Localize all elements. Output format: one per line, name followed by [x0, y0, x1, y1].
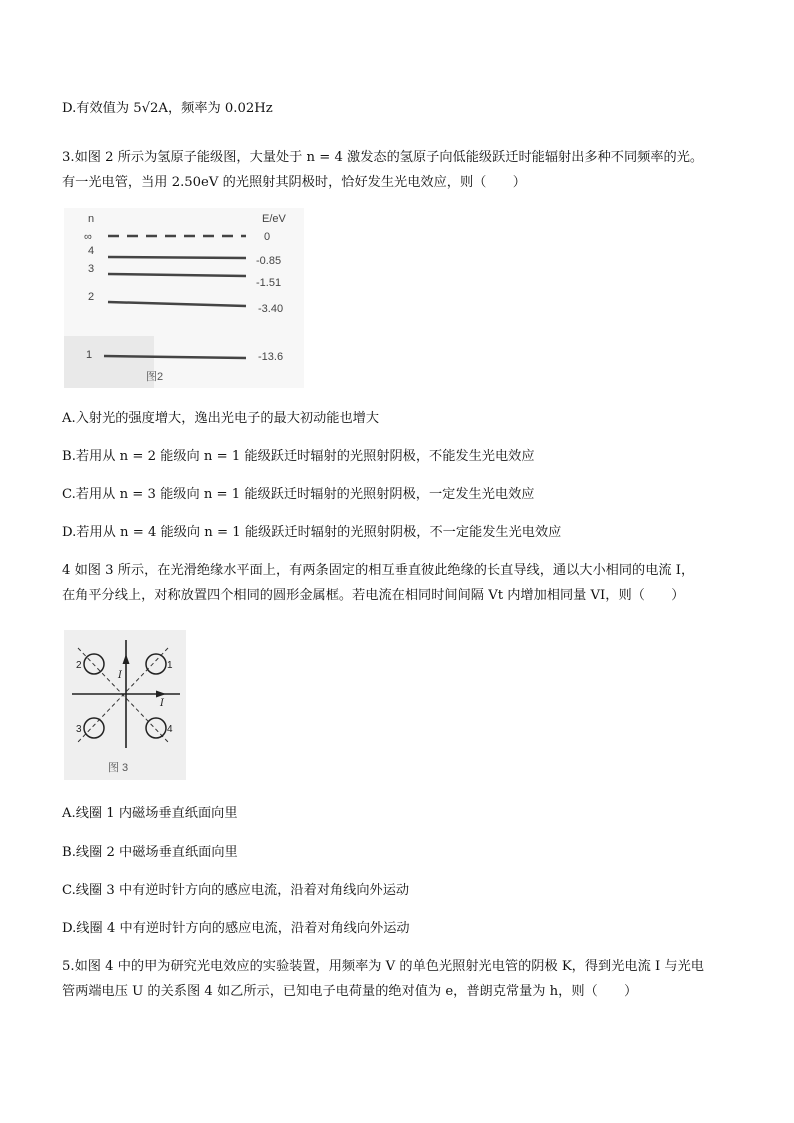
q3-option-c: C.若用从 n = 3 能级向 n = 1 能级跃迁时辐射的光照射阴极，一定发生光电效应: [62, 487, 535, 502]
q3-stem-line2: 有一光电管，当用 2.50eV 的光照射其阴极时，恰好发生光电效应，则（ ）: [62, 175, 526, 190]
level-n-infinity: ∞: [84, 231, 92, 243]
level-n-2: 2: [88, 291, 95, 303]
q4-option-a: A.线圈 1 内磁场垂直纸面向里: [62, 806, 238, 821]
q3-stem-line1: 3.如图 2 所示为氢原子能级图，大量处于 n = 4 激发态的氢原子向低能级跃迁时能辐射出多种不同频率的光。: [62, 150, 704, 165]
q5-stem-line1: 5.如图 4 中的甲为研究光电效应的实验装置，用频率为 V 的单色光照射光电管的阴极 K，得到光电流 I 与光电: [62, 959, 704, 974]
coil-1-label: 1: [167, 660, 173, 671]
level-n-1: 1: [86, 349, 93, 361]
figure-3-caption: 图 3: [108, 762, 129, 774]
coil-2-label: 2: [76, 660, 82, 671]
q4-option-c: C.线圈 3 中有逆时针方向的感应电流，沿着对角线向外运动: [62, 883, 410, 898]
level-line-4: [108, 257, 246, 258]
energy-level-diagram: [64, 208, 304, 388]
vertical-current-label: I: [118, 670, 122, 681]
q3-option-b: B.若用从 n = 2 能级向 n = 1 能级跃迁时辐射的光照射阴极，不能发生光电效应: [62, 449, 535, 464]
coil-4-label: 4: [167, 724, 173, 735]
q3-option-d: D.若用从 n = 4 能级向 n = 1 能级跃迁时辐射的光照射阴极，不一定能发生光电效应: [62, 525, 562, 540]
level-energy-3: -1.51: [256, 277, 282, 289]
coil-3-label: 3: [76, 724, 82, 735]
level-energy-infinity: 0: [264, 231, 271, 243]
horizontal-current-label: I: [160, 698, 164, 709]
level-energy-1: -13.6: [258, 351, 284, 363]
q4-option-b: B.线圈 2 中磁场垂直纸面向里: [62, 845, 238, 860]
q2-option-d: D.有效值为 5√2A，频率为 0.02Hz: [62, 101, 273, 116]
figure-2-caption: 图2: [146, 371, 164, 383]
wires-coils-diagram: [64, 630, 186, 780]
level-n-4: 4: [88, 245, 95, 257]
energy-axis-header: E/eV: [262, 213, 286, 225]
q3-option-a: A.入射光的强度增大，逸出光电子的最大初动能也增大: [62, 411, 380, 426]
q4-stem-line2: 在角平分线上，对称放置四个相同的圆形金属框。若电流在相同时间间隔 Vt 内增加相同量 VI，则（ ）: [62, 588, 685, 603]
q4-stem-line1: 4 如图 3 所示，在光滑绝缘水平面上，有两条固定的相互垂直彼此绝缘的长直导线，通以大小相同的电流 I，: [62, 563, 695, 578]
n-axis-header: n: [88, 213, 95, 225]
q5-stem-line2: 管两端电压 U 的关系图 4 如乙所示，已知电子电荷量的绝对值为 e，普朗克常量为 h，则（ ）: [62, 984, 638, 999]
level-energy-2: -3.40: [258, 303, 284, 315]
level-n-3: 3: [88, 263, 95, 275]
level-energy-4: -0.85: [256, 255, 282, 267]
q4-option-d: D.线圈 4 中有逆时针方向的感应电流，沿着对角线向外运动: [62, 921, 410, 936]
